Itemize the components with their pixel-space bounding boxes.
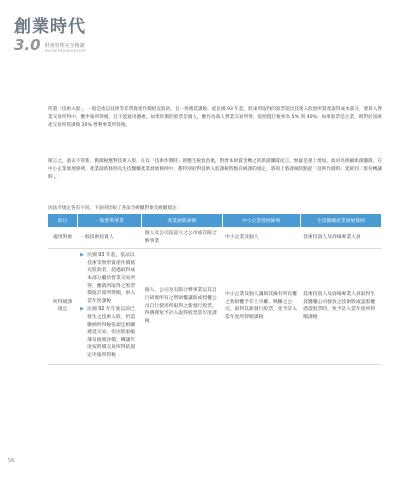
comparison-table <box>48 214 382 365</box>
header-biotech: 生技醫藥產業發展條例 <box>300 214 381 227</box>
table-row <box>48 249 382 364</box>
page-number: 56 <box>8 458 15 464</box>
header-sme: 中小企業發展條例 <box>222 214 300 227</box>
paragraph-deferred-tax: 簡言之，過去不管新、舊國稅應對技術入股，在以「技術作價時」即應生稅負負擔，對營本財資金轉之的新創團隊而言，無疑是重上增加。政府為照顧新創團隊，在中小企業發展條例、產業創新條例及生技醫藥產業發展條例中，都特別針對技術入股課稅時點有緩課的規定，將則上將課稅時點從「技術作價時」延緩到「股份轉讓時」。 <box>48 158 382 180</box>
bullet-list <box>80 252 139 359</box>
table-cell: 技術投資人及商場專業人員取得生技醫藥公司發放之技術股或認股權憑證股票時，免予計入當年度所得額課稅 <box>300 249 381 364</box>
book-number: 3.0 <box>14 36 41 54</box>
list-item-text: 民國 93 年起，依法以技術等無形資產作價抵充股款者，超過取得成本部分屬於營業交易所得，應就所取得之股票價值計算所得額，併入當年度課稅 <box>87 253 136 304</box>
list-item <box>80 306 139 359</box>
table-cell <box>77 249 142 364</box>
table-row <box>48 227 382 249</box>
header-industry-innovation: 產業創新條例 <box>142 214 222 227</box>
list-item <box>80 252 139 305</box>
table-cell: 中小企業及個人 <box>222 227 300 249</box>
paragraph-table-intro: 因法令規定各有不同，下表則比較了各法令緩繳對象及緩繳規定： <box>48 205 182 211</box>
triangle-bullet-icon: ▶ <box>80 306 85 313</box>
table-cell: 中小企業及個人讓與其擁有所有權之智財權予非上市櫃、興櫃之公司，取得其新發行股票，免予計入當年度所得額課稅 <box>222 249 300 364</box>
page-header <box>14 12 86 53</box>
paragraph-technology-equity: 所謂「技術入股」，一般是指以技術等非貨資產作價抵充股款，且一併遞延課稅。從民國 93 年起，股東所取得的股票超出技術入股無所資產取得成本部分，要算入營業交易所得中，應申報所得稅，且不能適用優惠，如果你價的股票是個人，應作為商人營業交易所得，依照現行稅率為 5% 到 40%；如果股票是企業，則對於該財產交易所得課徵 20% 營利事業所得稅。 <box>48 106 382 128</box>
table-cell: 技術投資人及商場專業人員 <box>300 227 381 249</box>
row-label: 所得緩課規定 <box>48 249 77 364</box>
book-subtitle-block <box>45 43 86 53</box>
book-subtitle-en: ENTREPRENEURSHIP <box>44 49 86 53</box>
list-item-text: 民國 92 年年底以前已發生之技術入股，仍需繳納所得稅依規定相關遞延交易，但由股東帳簿及稅實評價，轉讓年度按時價交易所得依規定申報所得稅 <box>87 307 136 358</box>
header-general: 一般營利事業 <box>77 214 142 227</box>
table-cell: 個人、公司及有限合夥事業以其自行研發所有之智財權讓與或授權公司自行使用所取得之新發行股票，得選擇免予計入取得股票當年度課稅 <box>142 249 222 364</box>
table-cell: 個人及公司法設立之公司或有限合夥事業 <box>142 227 222 249</box>
book-subtitle-row <box>14 38 86 53</box>
table-cell: 一般技術投資人 <box>77 227 142 249</box>
triangle-bullet-icon: ▶ <box>80 252 85 259</box>
book-title: 創業時代 <box>14 17 86 37</box>
row-label: 適用對象 <box>48 227 77 249</box>
table-header-row <box>48 214 382 227</box>
book-subtitle: 財會管理完全精讀 <box>44 43 85 49</box>
header-item: 項目 <box>48 214 77 227</box>
